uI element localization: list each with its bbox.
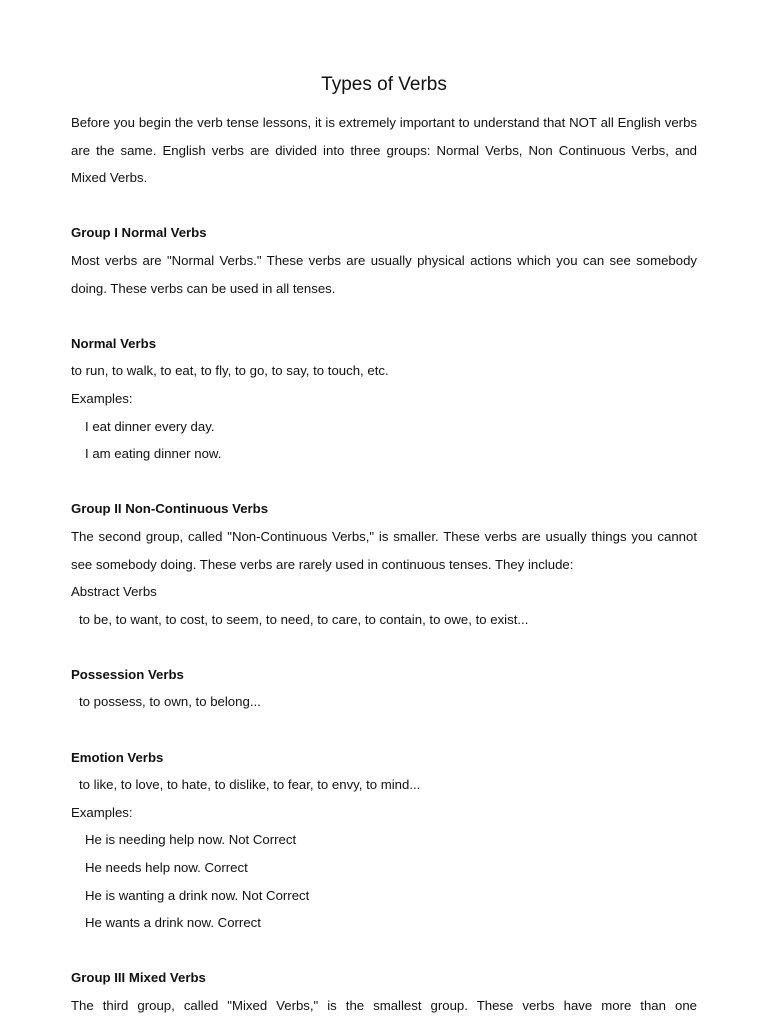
document-page (71, 0, 697, 1024)
example-line: He is needing help now. Not Correct (85, 832, 297, 848)
spacer (71, 468, 697, 496)
spacer (71, 937, 697, 965)
group3-paragraph: The third group, called "Mixed Verbs," is the smallest group. These verbs have more than one (71, 998, 697, 1013)
emotion-verbs-list: to like, to love, to hate, to dislike, to fear, to envy, to mind... (79, 777, 421, 793)
group1-paragraph: Most verbs are "Normal Verbs." These verbs are usually physical actions which you can see somebody doing. These verbs can be used in all tenses. (71, 252, 697, 296)
example-line: He wants a drink now. Correct (85, 915, 261, 931)
normal-examples-label: Examples: (71, 390, 133, 406)
intro-paragraph: Before you begin the verb tense lessons, it is extremely important to understand that NOT all English verbs are the same. English verbs are divided into three groups: Normal Verbs, Non Continuous Verbs, and Mixed Verbs. (71, 115, 697, 186)
group2-heading: Group II Non-Continuous Verbs (71, 501, 269, 517)
emotion-verbs-heading: Emotion Verbs (71, 749, 164, 765)
normal-verbs-list: to run, to walk, to eat, to fly, to go, to say, to touch, etc. (71, 363, 389, 379)
example-line: I am eating dinner now. (85, 446, 222, 462)
spacer (71, 716, 697, 744)
normal-verbs-heading: Normal Verbs (71, 335, 157, 351)
emotion-examples-label: Examples: (71, 804, 133, 820)
possession-verbs-heading: Possession Verbs (71, 666, 184, 682)
group1-heading: Group I Normal Verbs (71, 225, 207, 241)
group3-heading: Group III Mixed Verbs (71, 970, 206, 986)
document-body (71, 109, 697, 1020)
spacer (71, 192, 697, 220)
spacer (71, 633, 697, 661)
spacer (71, 302, 697, 330)
example-line: He is wanting a drink now. Not Correct (85, 887, 310, 903)
page-title: Types of Verbs (321, 74, 447, 95)
example-line: I eat dinner every day. (85, 418, 215, 434)
example-line: He needs help now. Correct (85, 860, 248, 876)
abstract-verbs-label: Abstract Verbs (71, 584, 157, 600)
abstract-verbs-list: to be, to want, to cost, to seem, to need, to care, to contain, to owe, to exist... (79, 611, 529, 627)
possession-verbs-list: to possess, to own, to belong... (79, 694, 261, 710)
group2-paragraph: The second group, called "Non-Continuous Verbs," is smaller. These verbs are usually things you cannot see somebody doing. These verbs are rarely used in continuous tenses. They include: (71, 528, 697, 572)
